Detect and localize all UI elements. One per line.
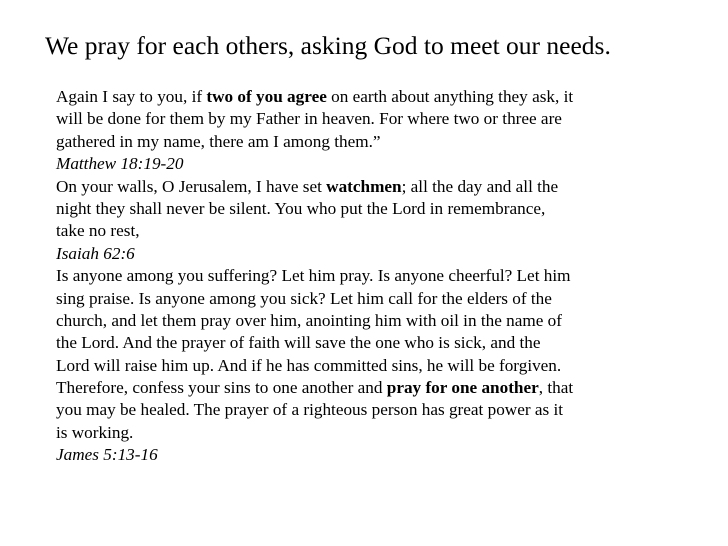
james-line-7: you may be healed. The prayer of a righteous person has great power as it — [56, 400, 564, 420]
matthew-line-1 — [56, 86, 696, 108]
matthew-line-3: gathered in my name, there am I among them.” — [56, 131, 381, 151]
james-reference: James 5:13-16 — [56, 445, 158, 465]
isaiah-line-1 — [56, 176, 696, 198]
isaiah-line-2: night they shall never be silent. You who put the Lord in remembrance, — [56, 198, 546, 218]
isaiah-text: On your walls, O Jerusalem, I have set — [56, 176, 327, 196]
james-line-8: is working. — [56, 422, 134, 442]
james-text: Therefore, confess your sins to one another and — [56, 378, 387, 398]
slide-title: We pray for each others, asking God to meet our needs. — [45, 31, 611, 60]
matthew-line-2: will be done for them by my Father in heaven. For where two or three are — [56, 109, 562, 129]
isaiah-line-3: take no rest, — [56, 221, 140, 241]
james-line-4: the Lord. And the prayer of faith will save the one who is sick, and the — [56, 333, 541, 353]
matthew-emphasis: two of you agree — [206, 87, 327, 106]
isaiah-reference: Isaiah 62:6 — [56, 243, 135, 263]
james-line-5: Lord will raise him up. And if he has committed sins, he will be forgiven. — [56, 355, 562, 375]
matthew-text: on earth about anything they ask, it — [326, 87, 574, 106]
james-line-6 — [56, 377, 696, 399]
james-line-2: sing praise. Is anyone among you sick? Let him call for the elders of the — [56, 288, 552, 308]
matthew-text: Again I say to you, if — [56, 87, 207, 106]
matthew-reference: Matthew 18:19-20 — [56, 154, 184, 174]
james-line-1: Is anyone among you suffering? Let him pray. Is anyone cheerful? Let him — [56, 266, 571, 286]
isaiah-text: ; all the day and all the — [401, 176, 559, 196]
isaiah-emphasis: watchmen — [326, 176, 402, 196]
james-emphasis: pray for one another — [386, 378, 539, 398]
scripture-body — [56, 86, 696, 467]
james-text: , that — [538, 378, 574, 398]
james-line-3: church, and let them pray over him, anointing him with oil in the name of — [56, 310, 562, 330]
